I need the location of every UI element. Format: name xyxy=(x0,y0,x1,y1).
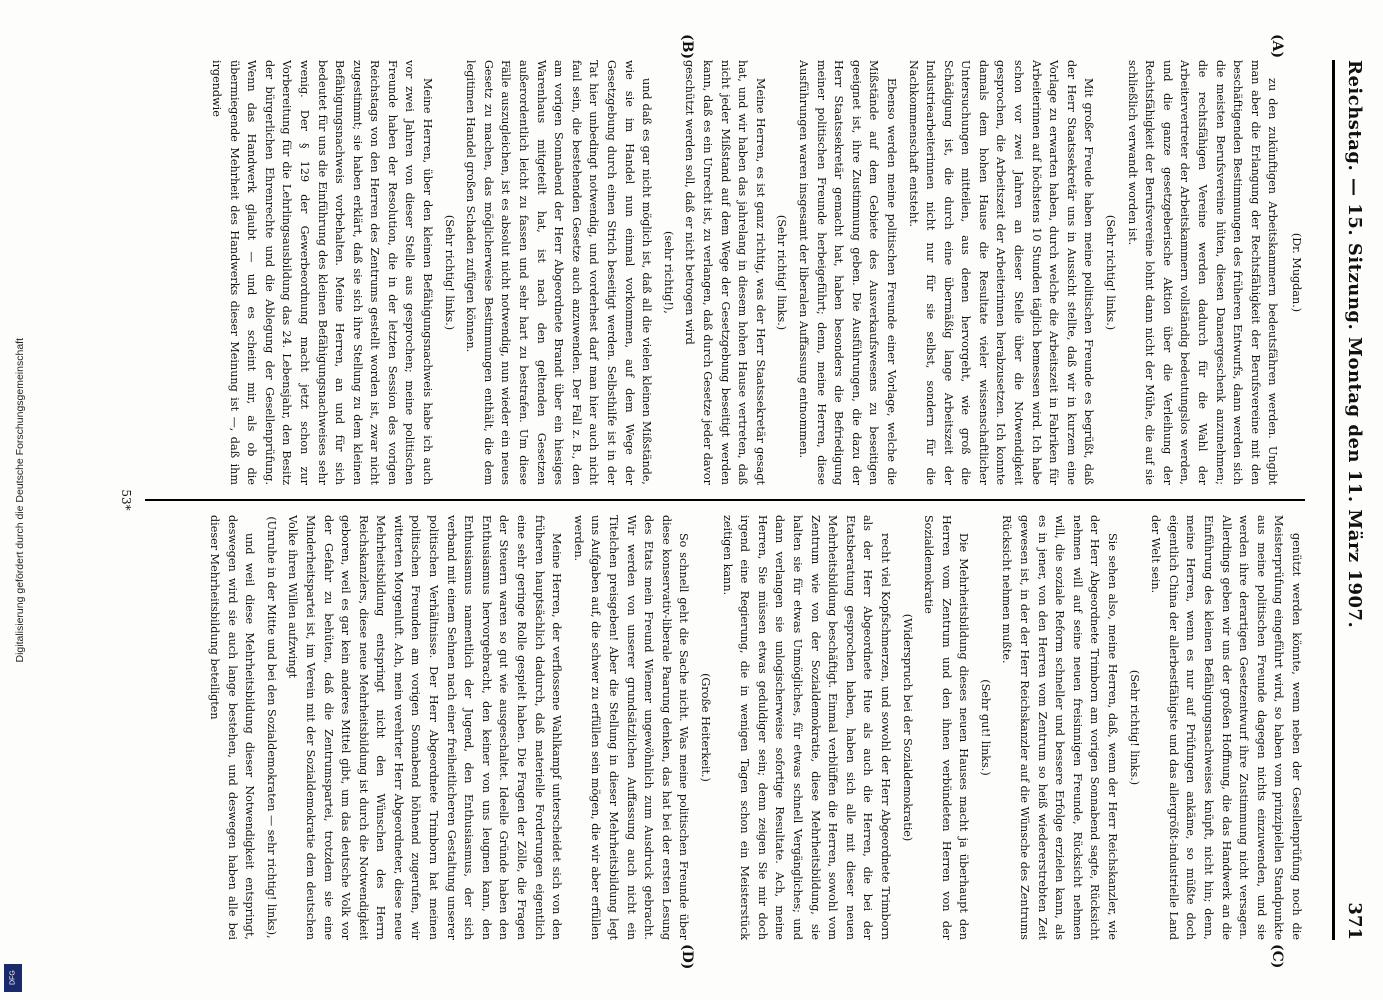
right-column-paragraph: recht viel Kopfschmerzen, und sowohl der Herr Abgeordnete Trimborn als der Herr Abgeordnete Hue als auch die Herren, die bei der Etatsberatung gesprochen haben, haben sich alle mit dieser neuen Mehrheitsbildung beschäftigt. Einmal verblüffen die Herren, sowohl vom Zentrum wie von der Sozialdemokratie, diese Mehrheitsbildung, sie halten sie für etwas Unmögliches, für etwas schnell Vergängliches; und dann verlangen sie unlogischerweise sofortige Resultate. Ach, meine Herren, Sie müssen etwas geduldiger sein; denn zeigen Sie mir doch irgend eine Regierung, die in wenigen Tagen schon ein Meisterstück zeitigen kann. xyxy=(720,515,892,940)
speaker-label: (Dr. Mugdan.) xyxy=(1290,232,1303,313)
right-column-paragraph: (Große Heiterkeit.) xyxy=(699,673,712,782)
right-column-paragraph: genützt werden könnte, wenn neben der Gesellenprüfung noch die Meisterprüfung eingeführt wird, so haben vom prinzipiellen Standpunkte aus meine politischen Freunde dagegen nichts einzuwenden, und sie werden ihre derartigen Gesetzentwurf ihre Zustimmung nicht versagen. Allerdings geben wir uns der großen Hoffnung, die das Handwerk an die Einführung des kleinen Befähigungsnachweises knüpft, nicht hin; denn, meine Herren, wenn es nur auf Prüfungen ankäme, so müßte doch eigentlich China der allerbestfähigste und das allergrößt-industrielle Land der Welt sein. xyxy=(1149,515,1303,940)
margin-marker-c: (C) xyxy=(1269,944,1285,969)
right-column-paragraph: (Unruhe in der Mitte und bei den Sozialdemokraten — sehr richtig! links), xyxy=(264,516,278,939)
left-column-paragraph: (Sehr richtig! links.) xyxy=(442,214,456,331)
right-column-paragraph: (Widerspruch bei der Sozialdemokratie) xyxy=(900,613,914,842)
right-column-paragraph: Die Mehrheitsbildung dieses neuen Hauses macht ja überhaupt den Herren vom Zentrum und den ihnen verbündeten Herren von der Sozialdemokratie xyxy=(922,515,971,940)
page-body xyxy=(145,34,1305,970)
right-column-paragraph: (Sehr gut! links.) xyxy=(978,679,992,776)
sheet-signature: 53* xyxy=(119,489,133,511)
right-column-paragraph: So schnell geht die Sache nicht. Was meine politischen Freunde über diese konservativ-liberale Paarung denken, das hat bei der ersten Lesung des Etats mein Freund Wiemer ungewöhnlich zum Ausdruck gebracht. Wir werden von unserer grundsätzlichen Auffassung auch nicht ein Titelchen preisgeben! Aber die Stellung in dieser Mehrheitsbildung legt uns Aufgaben auf, die schwer zu erfüllen sein mögen, die wir aber erfüllen werden. xyxy=(571,515,691,940)
left-column-paragraph: Meine Herren, es ist ganz richtig, was der Herr Staatssekretär gesagt hat, und wir haben das jahrelang in diesem hohen Hause vertreten, daß nicht jeder Mißstand auf dem Wege der Gesetzgebung beseitigt werden kann, daß es ein Unrecht ist, zu verlangen, daß durch Gesetze jeder davor geschützt werden soll, daß er nicht betrogen wird xyxy=(683,60,767,485)
left-column-paragraph: zu den zukünftigen Arbeitskammern bedeutsfähren werden. Ungibt man aber die Erlangung der Rechtsfähigkeit der Berufsvereine mit den beschäftigenden Bestimmungen des früheren Entwurfs, dann werden sich die meisten Berufsvereine hüten, diesen Danaergeschenk anzunehmen; die rechtsfähigen Vereine werden dadurch für die Wahl der Arbeitervertreter der Arbeitskammern vollständig bedeutungslos werden, und die ganze gesetzgeberische Aktion über die Verleihung der Rechtsfähigkeit der Berufsvereine lohnt dann nicht der Mühe, die auf sie schließlich verwandt worden ist. xyxy=(1125,60,1280,485)
page-number: 371 xyxy=(1344,902,1366,940)
left-column-paragraph: Meine Herren, über den kleinen Befähigungsnachweis habe ich auch vor zwei Jahren von dieser Stelle aus gesprochen; meine politischen Freunde haben der Resolution, die in der letzten Session des vorigen Reichstags von den Herren des Zentrums gestellt worden ist, zwar nicht zugestimmt; sie haben erklärt, daß sie sich ihre Stellung zu dem kleinen Befähigungsnachweis vorbehalten. Meine Herren, an und für sich bedeutet für uns die Einführung des kleinen Befähigungsnachweises sehr wenig. Der § 129 der Gewerbeordnung macht jetzt schon zur Vorbereitung für die Lehrlingsausbildung das 24. Lebensjahr, den Besitz der bürgerlichen Ehrenrechte und die Ablegung der Gesellenprüfung. Wenn das Handwerk glaubt — und es scheint mir, als ob die übermiegende Mehrheit des Handwerks dieser Meinung ist —, daß ihm irgendwie xyxy=(209,60,435,485)
digitization-credit: Digitalisierung gefördert durch die Deutsche Forschungsgemeinschaft xyxy=(14,337,26,663)
left-column-paragraph: (sehr richtig!), xyxy=(661,231,675,314)
right-column-paragraph: und weil diese Mehrheitsbildung dieser Notwendigkeit entspringt, deswegen wird sie auch lange bestehen, und deswegen haben alle bei dieser Mehrheitsbildung beteiligten xyxy=(207,515,257,940)
right-column xyxy=(145,515,1305,940)
left-column-paragraph: (Sehr richtig! links.) xyxy=(1104,214,1118,331)
left-column-paragraph: und daß es gar nicht möglich ist, daß all die vielen kleinen Mißstände, wie sie im Handel nun einmal vorkommen, auf dem Wege der Gesetzgebung durch einen Strich beseitigt werden. Selbsthilfe ist in der Tat hier unbedingt notwendig, und vorderhest darf man hier auch nicht faul sein, die bestehenden Gesetze auch anzuwenden. Der Fall z. B., den am vorigen Sonnabend der Herr Abgeordnete Brandt über ein hiesiges Warenhaus mitgeteilt hat, ist nach den geltenden Gesetzen außerordentlich leicht zu fassen und sehr hart zu bestrafen. Um diese Fälle auszugleichen, ist es absolut nicht notwendig, nun wieder ein neues Gesetz zu machen, das möglicherweise Bestimmungen enthält, die dem legitimen Handel großen Schaden zufügen können. xyxy=(464,60,654,485)
right-column-paragraph: (Sehr richtig! links.) xyxy=(1127,669,1141,786)
page-header xyxy=(1332,60,1375,940)
left-column xyxy=(145,60,1305,485)
right-column-paragraph: Meine Herren, der verflossene Wahlkampf unterscheidet sich von den früheren hauptsächlich dadurch, daß materielle Forderungen eigentlich eine sehr geringe Rolle gespielt haben. Die Fragen der Zölle, die Fragen der Steuern waren so gut wie ausgeschaltet. Ideelle Gründe haben den Enthusiasmus hervorgebracht, den keiner von uns leugnen kann, den Enthusiasmus namentlich der Jugend, den Enthusiasmus, der sich verband mit einem Sehnen nach einer freiheitlicheren Gestaltung unserer politischen Verhältnisse. Der Herr Abgeordnete Trimborn hat meinen politischen Freunden am vorigen Sonnabend höhnend zugerufen, wir witterten Morgenluft. Ach, mein verehrter Herr Abgeordneter, diese neue Mehrheitsbildung entspringt nicht den Wünschen des Herrn Reichskanzlers, diese neue Mehrheitsbildung ist durch die Notwendigkeit geboren, weil es gar kein anderes Mittel gibt, um das deutsche Volk vor der Gefahr zu behüten, daß die Zentrumspartei, trotzdem sie eine Minderheitspartei ist, im Verein mit der Sozialdemokratie dem deutschen Volke ihren Willen aufzwingt xyxy=(286,515,564,940)
left-column-paragraph: Mit großer Freude haben meine politischen Freunde es begrüßt, daß der Herr Staatssekretär uns in Aussicht stellte, daß wir in kurzem eine Vorlage zu erwarten haben, durch welche die Arbeitszeit in Fabriken für Arbeiterinnen auf höchstens 10 Stunden täglich bemessen wird. Ich habe schon vor zwei Jahren an dieser Stelle über die Notwendigkeit gesprochen, die Arbeitszeit der Arbeiterinnen herabzusetzen. Ich konnte damals dem hohen Hause die Resultate vieler wissenschaftlicher Untersuchungen mitteilen, aus denen hervorgeht, wie groß die Schädigung ist, die durch eine übermäßig lange Arbeitszeit der Industriearbeiterinnen nicht nur für sie selbst, sondern für die Nachkommenschaft entsteht. xyxy=(906,60,1096,485)
page-footer xyxy=(119,0,133,1000)
margin-marker-a: (A) xyxy=(1269,34,1285,59)
left-column-paragraph: Ebenso werden meine politischen Freunde einer Vorlage, welche die Mißstände auf dem Gebiete des Ausverkaufswesens zu beseitigen geeignet ist, ihre Zustimmung geben. Die Ausführungen, die dazu der Herr Staatssekretär gemacht hat, haben besonders die Befriedigung meiner politischen Freunde herbeigeführt; denn, meine Herren, diese Ausführungen waren insgesamt der liberalen Auffassung entnommen. xyxy=(796,60,898,485)
left-column-paragraph: (Sehr richtig! links.) xyxy=(775,214,789,331)
right-column-paragraph: Sie sehen also, meine Herren, daß, wenn der Herr Reichskanzler, wie der Herr Abgeordnete Trimborn am vorigen Sonnabend sagte, Rücksicht nehmen will auf seine neuen freisinnigen Freunde, Rücksicht nehmen will, die soziale Reform schneller und bessere Erfolge erzielen kann, als es in jener, von den Herren vom Zentrum so heiß wiedererstrebten Zeit gewesen ist, in der der Herr Reichskanzler auf die Wünsche des Zentrums Rücksicht nehmen mußte. xyxy=(1000,515,1120,940)
header-title: Reichstag. — 15. Sitzung. Montag den 11. März 1907. xyxy=(1344,60,1366,629)
dfg-logo: DFG xyxy=(4,964,22,992)
column-divider xyxy=(145,499,1305,501)
margin-marker-d: (D) xyxy=(679,944,695,970)
digitization-credit-bar xyxy=(0,0,40,1000)
margin-marker-b: (B) xyxy=(679,34,695,60)
